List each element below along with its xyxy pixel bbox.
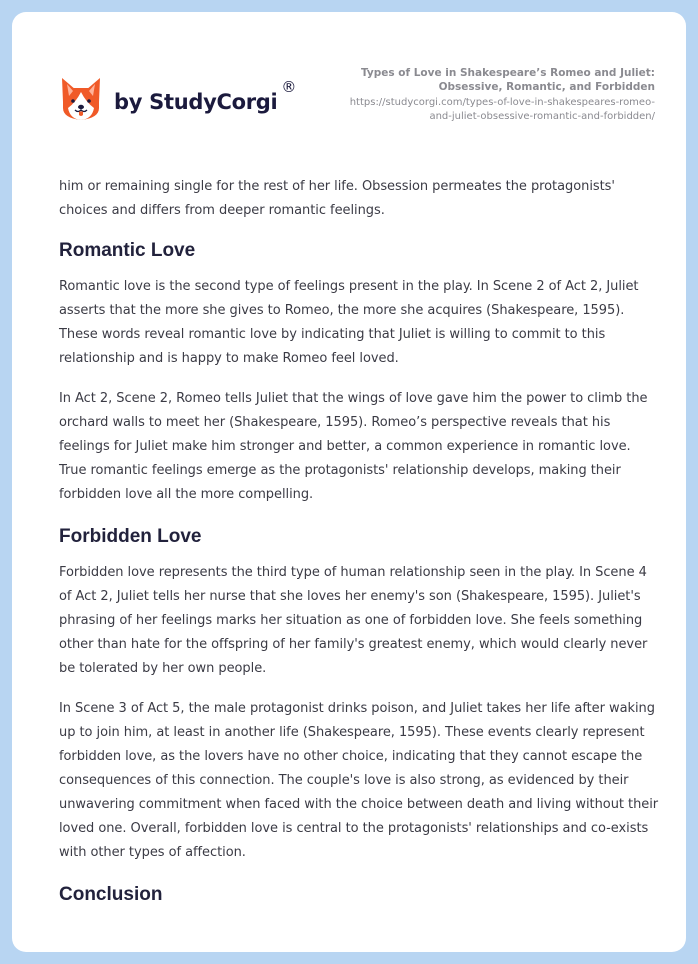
corgi-logo-icon (60, 76, 102, 122)
document-title-line1: Types of Love in Shakespeare’s Romeo and Juliet: (361, 67, 655, 79)
page-header (12, 12, 686, 162)
document-url-line2[interactable]: and-juliet-obsessive-romantic-and-forbidden/ (429, 110, 655, 122)
essay-content (59, 175, 659, 919)
section-heading-romantic-love: Romantic Love (59, 240, 196, 261)
paragraph: Forbidden love represents the third type of human relationship seen in the play. In Scene 4 of Act 2, Juliet tells her nurse that she loves her enemy's son (Shakespeare, 1595). Juliet's phrasing of her feelings marks her situation as one of forbidden love. She feels something other than hate for the offspring of her family's greatest enemy, which would clearly never be tolerated by her own people. (59, 565, 648, 676)
section-heading-conclusion: Conclusion (59, 884, 163, 905)
studycorgi-logo[interactable] (60, 76, 296, 122)
document-url-line1[interactable]: https://studycorgi.com/types-of-love-in-shakespeares-romeo- (349, 97, 655, 108)
document-info (295, 66, 655, 123)
paragraph: In Act 2, Scene 2, Romeo tells Juliet that the wings of love gave him the power to climb the orchard walls to meet her (Shakespeare, 1595). Romeo’s perspective reveals that his feelings for Juliet make him stronger and better, a common experience in romantic love. True romantic feelings emerge as the protagonists' relationship develops, making their forbidden love all the more compelling. (59, 391, 648, 502)
logo-wordmark: by StudyCorgi (114, 90, 278, 114)
intro-paragraph: him or remaining single for the rest of her life. Obsession permeates the protagonists' choices and differs from deeper romantic feelings. (59, 179, 615, 218)
document-title-line2: Obsessive, Romantic, and Forbidden (438, 81, 655, 93)
section-heading-forbidden-love: Forbidden Love (59, 526, 202, 547)
document-title (295, 66, 655, 94)
document-page (12, 12, 686, 952)
paragraph: In Scene 3 of Act 5, the male protagonist drinks poison, and Juliet takes her life after waking up to join him, at least in another life (Shakespeare, 1595). These events clearly represent forbidden love, as the lovers have no other choice, indicating that they cannot escape the consequences of this connection. The couple's love is also strong, as evidenced by their unwavering commitment when faced with the choice between death and living without their loved one. Overall, forbidden love is central to the protagonists' relationships and co-exists with other types of affection. (59, 701, 659, 860)
paragraph: Romantic love is the second type of feelings present in the play. In Scene 2 of Act 2, Juliet asserts that the more she gives to Romeo, the more she acquires (Shakespeare, 1595). These words reveal romantic love by indicating that Juliet is willing to commit to this relationship and is happy to make Romeo feel loved. (59, 279, 639, 366)
registered-mark: ® (281, 78, 297, 96)
document-url[interactable] (295, 96, 655, 123)
